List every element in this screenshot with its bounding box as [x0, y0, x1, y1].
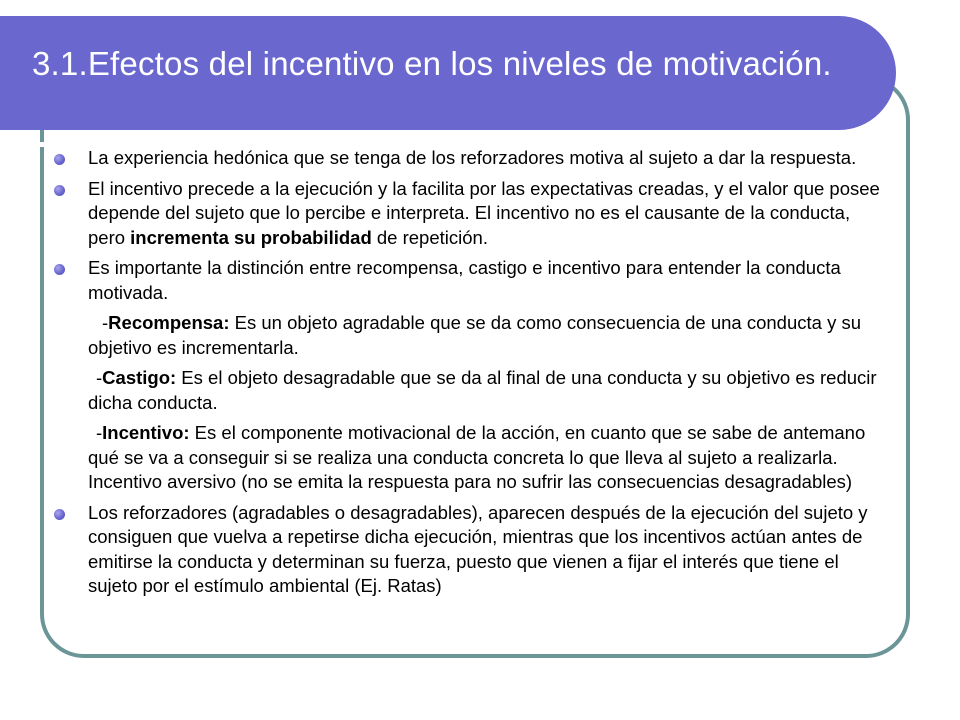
- bullet-icon: [54, 154, 65, 165]
- bullet-item: [52, 256, 892, 305]
- bullet-icon: [54, 264, 65, 275]
- definition-prefix: -: [96, 367, 103, 388]
- definition-prefix: -: [96, 422, 103, 443]
- bullet-bold-text: incrementa su probabilidad: [130, 226, 372, 248]
- bullet-text: La experiencia hedónica que se tenga de los reforzadores motiva al sujeto a dar la respuesta.: [88, 147, 857, 168]
- definition-castigo: [52, 366, 892, 415]
- slide-content: [52, 146, 892, 605]
- slide-title: 3.1.Efectos del incentivo en los niveles de motivación.: [32, 45, 832, 82]
- definition-recompensa: [52, 311, 892, 360]
- bullet-item: [52, 146, 892, 171]
- bullet-text: Los reforzadores (agradables o desagradables), aparecen después de la ejecución del sujeto y consiguen que vuelva a repetirse dicha ejecución, mientras que los incentivos actúan antes de emitirse la conducta y determinan su fuerza, puesto que vienen a fijar el interés que tiene el sujeto por el estímulo ambiental (Ej. Ratas): [88, 501, 868, 596]
- bullet-icon: [54, 509, 65, 520]
- bullet-icon: [54, 185, 65, 196]
- bullet-text: de repetición.: [371, 226, 488, 248]
- bullet-item: [52, 177, 892, 251]
- bullet-item: [52, 501, 892, 599]
- definition-prefix: -: [102, 312, 109, 333]
- definition-term: Castigo:: [102, 367, 177, 388]
- definition-term: Recompensa:: [108, 312, 230, 333]
- title-bar: [0, 16, 896, 130]
- bullet-text: El incentivo precede a la ejecución y la facilita por las expectativas creadas, y el valor que posee depende del sujeto que lo percibe e interpreta. El incentivo no es el causante de la conducta, pero: [88, 177, 880, 248]
- definition-text: Es un objeto agradable que se da como consecuencia de una conducta y su objetivo es incrementarla.: [88, 312, 861, 358]
- definition-text: Es el objeto desagradable que se da al final de una conducta y su objetivo es reducir dicha conducta.: [88, 367, 877, 413]
- definition-term: Incentivo:: [102, 422, 190, 443]
- bullet-text: Es importante la distinción entre recompensa, castigo e incentivo para entender la conducta motivada.: [88, 257, 841, 303]
- definition-text: Es el componente motivacional de la acción, en cuanto que se sabe de antemano qué se va a conseguir si se realiza una conducta concreta lo que lleva al sujeto a realizarla. Incentivo aversivo (no se emita la respuesta para no sufrir las consecuencias desagradables): [88, 422, 866, 492]
- definition-incentivo: [52, 421, 892, 495]
